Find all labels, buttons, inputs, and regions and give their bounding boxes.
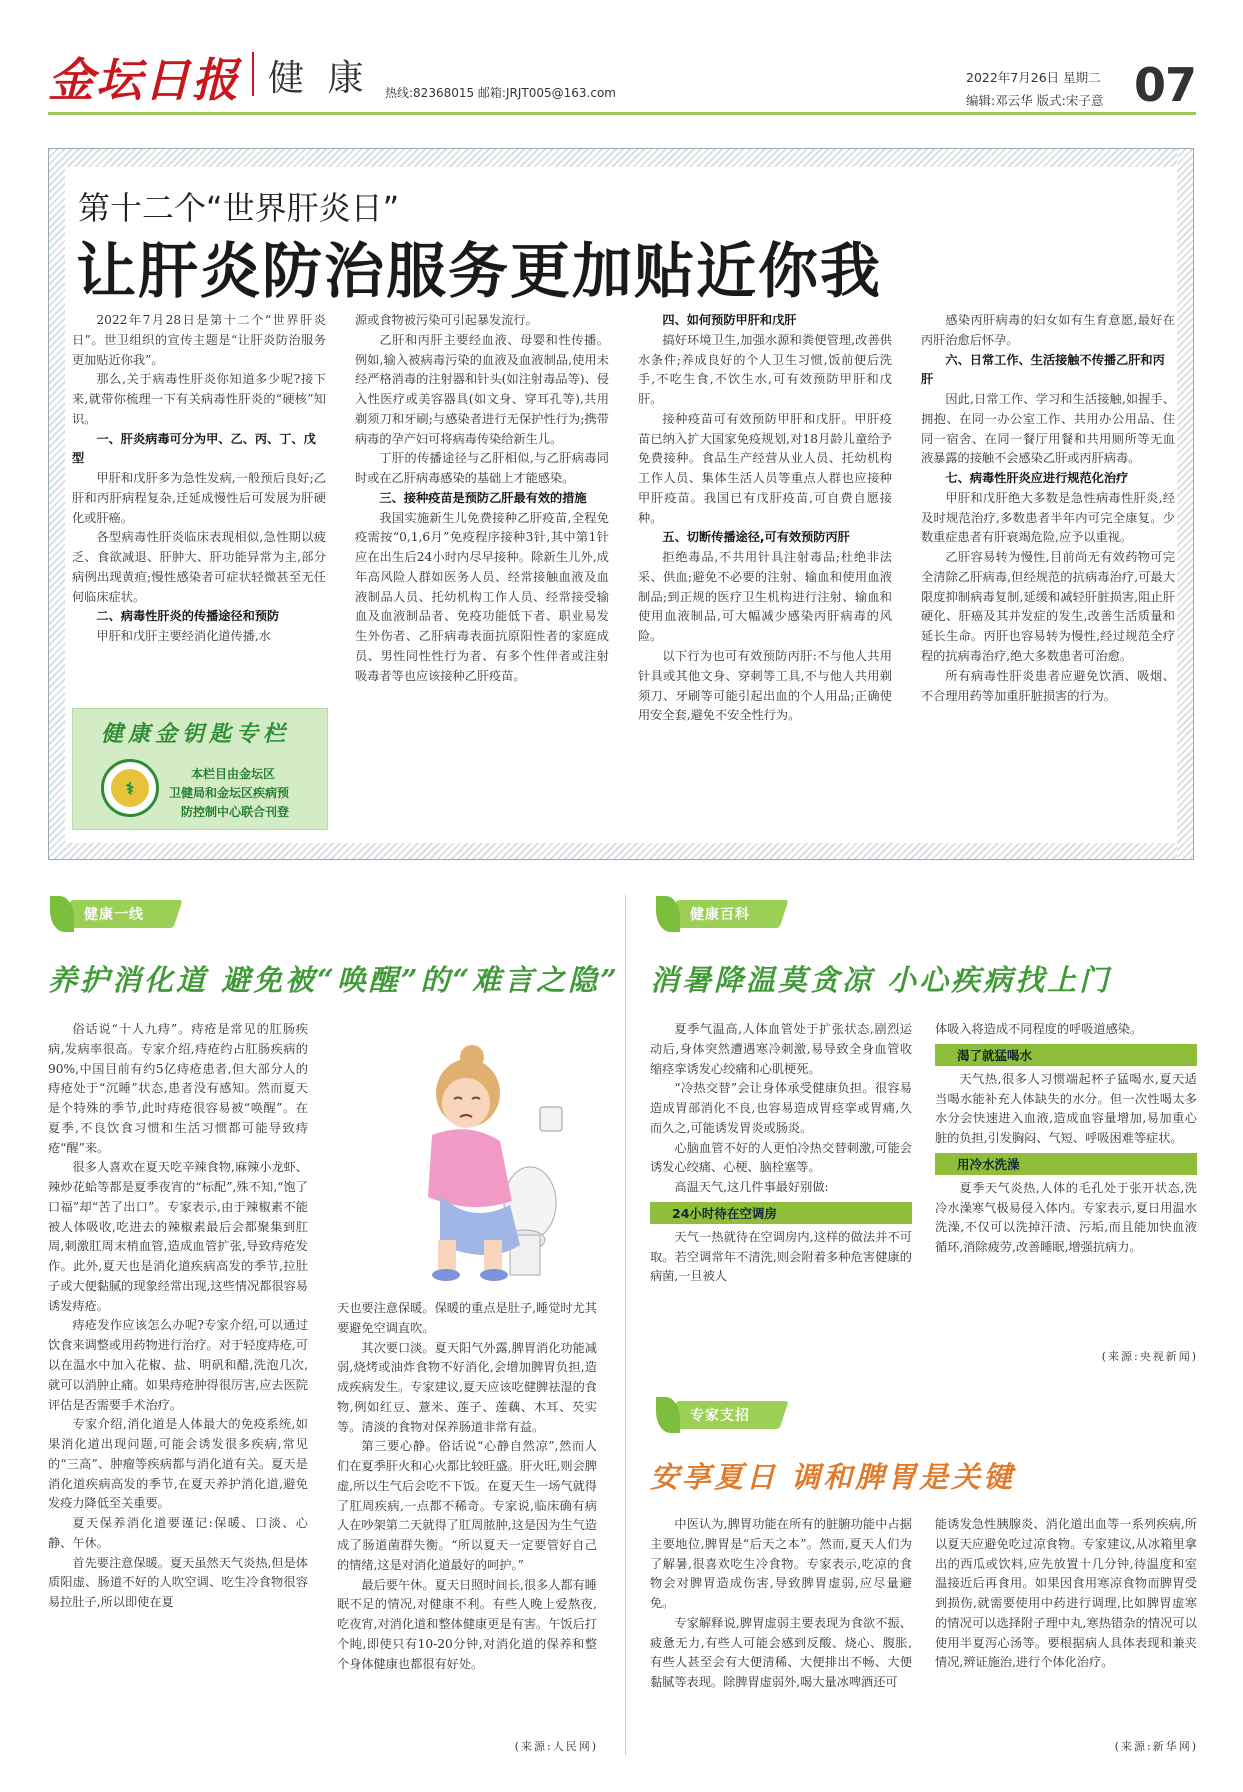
source-left: (来源:人民网): [514, 1740, 598, 1753]
paragraph: 以下行为也可有效预防丙肝:不与他人共用针具或其他文身、穿刺等工具,不与他人共用剃须刀、牙刷等可能引起出血的个人用品;正确使用安全套,避免不安全性行为。: [638, 649, 892, 723]
badge-line-3: 防控制中心联合刊登: [181, 805, 290, 819]
paragraph: 中医认为,脾胃功能在所有的脏腑功能中占据主要地位,脾胃是“后天之本”。然而,夏天人们为了解暑,很喜欢吃生冷食物。专家表示,吃凉的食物会对脾胃造成伤害,导致脾胃虚弱,应尽量避免。: [650, 1517, 912, 1611]
newspaper-logo: 金坛日报: [48, 53, 240, 107]
paragraph: 甲肝和戊肝多为急性发病,一般预后良好;乙肝和丙肝病程复杂,迁延成慢性后可发展为肝硬化或肝癌。: [72, 471, 326, 525]
paragraph: 专家解释说,脾胃虚弱主要表现为食欲不振、疲惫无力,有些人可能会感到反酸、烧心、腹胀,有些人甚至会有大便清稀、大便排出不畅、大便黏腻等表现。除脾胃虚弱外,喝大量冰啤酒还可: [650, 1615, 912, 1690]
expert-headline: 安享夏日 调和脾胃是关键: [650, 1460, 1016, 1494]
paragraph: 天也要注意保暖。保暖的重点是肚子,睡觉时尤其要避免空调直吹。: [337, 1301, 597, 1335]
illustration-toilet-girl: [380, 1035, 594, 1285]
column-badge: [72, 708, 328, 830]
masthead: [0, 0, 1243, 110]
editors-line: 编辑:邓云华 版式:宋子意: [966, 93, 1104, 108]
badge-title: 健康金钥匙专栏: [101, 721, 291, 747]
right-col-2: [935, 1020, 1197, 1258]
paragraph: 2022年7月28日是第十二个“世界肝炎日”。世卫组织的宣传主题是“让肝炎防治服务更加贴近你我”。: [72, 313, 326, 367]
paragraph: 丁肝的传播途径与乙肝相似,与乙肝病毒同时或在乙肝病毒感染的基础上才能感染。: [355, 451, 609, 486]
paragraph: 甲肝和戊肝绝大多数是急性病毒性肝炎,经及时规范治疗,多数患者半年内可完全康复。少数重症患者有肝衰竭危险,应予以重视。: [921, 490, 1175, 545]
paragraph: 夏季气温高,人体血管处于扩张状态,剧烈运动后,身体突然遭遇寒冷刺激,易导致全身血管收缩痉挛诱发心绞痛和心肌梗死。: [650, 1022, 912, 1076]
paragraph: “冷热交替”会让身体承受健康负担。很容易造成胃部消化不良,也容易造成胃痉挛或胃痛,久而久之,可能诱发胃炎或肠炎。: [650, 1081, 912, 1135]
left-col-1: [48, 1020, 308, 1613]
subheading: 二、病毒性肝炎的传播途径和预防: [96, 609, 280, 624]
paragraph: 甲肝和戊肝主要经消化道传播,水: [96, 629, 271, 644]
feature-col-2: [355, 311, 609, 687]
feature-col-3: [638, 311, 892, 726]
paragraph: 其次要口淡。夏天阳气外露,脾胃消化功能减弱,烧烤或油炸食物不好消化,会增加脾胃负担,造成疾病发生。专家建议,夏天应该吃健脾祛湿的食物,例如红豆、薏米、莲子、莲藕、木耳、芡实等。清淡的食物对保养肠道非常有益。: [337, 1340, 597, 1434]
paragraph: 高温天气,这几件事最好别做:: [674, 1180, 829, 1195]
green-subheading: 渴了就猛喝水: [935, 1044, 1197, 1066]
subheading: 一、肝炎病毒可分为甲、乙、丙、丁、戊型: [72, 431, 316, 466]
contact-line: 热线:82368015 邮箱:JRJT005@163.com: [385, 86, 616, 100]
paragraph: 拒绝毒品,不共用针具注射毒品;杜绝非法采、供血;避免不必要的注射、输血和使用血液制品;到正规的医疗卫生机构进行注射、输血和使用血液制品,可大幅减少感染丙肝病毒的风险。: [638, 550, 892, 644]
left-col-2-head: [337, 1282, 338, 1283]
paragraph: 首先要注意保暖。夏天虽然天气炎热,但是体质阳虚、肠道不好的人吹空调、吃生冷食物很容易拉肚子,所以即使在夏: [48, 1555, 308, 1610]
green-subheading: 用冷水洗澡: [935, 1153, 1197, 1175]
expert-col-1: [650, 1515, 912, 1693]
paragraph: 心脑血管不好的人更怕冷热交替刺激,可能会诱发心绞痛、心梗、脑栓塞等。: [650, 1140, 912, 1175]
tag-health-encyclopedia: 健康百科: [690, 907, 750, 923]
paragraph: 很多人喜欢在夏天吃辛辣食物,麻辣小龙虾、辣炒花蛤等都是夏季夜宵的“标配”,殊不知,“饱了口福”却“苦了出口”。专家表示,由于辣椒素不能被人体吸收,吃进去的辣椒素最后会都聚集到肛周,刺激肛周末梢血管,造成血管扩张,导致痔疮发作。此外,夏天也是消化道疾病高发的季节,拉肚子或大便黏腻的现象经常出现,这些情况都很容易诱发痔疮。: [48, 1160, 308, 1313]
feature-col-1: [72, 311, 326, 647]
feature-headline: 让肝炎防治服务更加贴近你我: [76, 237, 882, 307]
paragraph: 天气一热就待在空调房内,这样的做法并不可取。若空调常年不清洗,则会附着多种危害健康的病菌,一旦被人: [650, 1229, 912, 1284]
frame-hatch-bottom: [49, 843, 1193, 859]
source-expert: (来源:新华网): [1114, 1740, 1198, 1753]
left-headline: 养护消化道 避免被“唤醒”的“难言之隐”: [48, 963, 620, 997]
right-headline: 消暑降温莫贪凉 小心疾病找上门: [650, 963, 1112, 997]
masthead-divider: [252, 52, 254, 96]
paragraph: 乙肝和丙肝主要经血液、母婴和性传播。例如,输入被病毒污染的血液及血液制品,使用未经严格消毒的注射器和针头(如注射毒品等)、侵入性医疗或美容器具(如文身、穿耳孔等),共用剃须刀和牙刷;与感染者进行无保护性行为;携带病毒的孕产妇可将病毒传染给新生儿。: [355, 332, 609, 446]
feature-col-4: [921, 311, 1175, 706]
expert-col-2: [935, 1515, 1197, 1673]
badge-line-1: 本栏目由金坛区: [191, 767, 276, 781]
subheading: 七、病毒性肝炎应进行规范化治疗: [945, 471, 1129, 486]
frame-hatch-right: [1177, 149, 1193, 859]
subheading: 五、切断传播途径,可有效预防丙肝: [662, 530, 850, 545]
paragraph: 源或食物被污染可引起暴发流行。: [355, 313, 538, 327]
paragraph: 夏天保养消化道要谨记:保暖、口淡、心静、午休。: [48, 1516, 308, 1550]
paragraph: 夏季天气炎热,人体的毛孔处于张开状态,洗冷水澡寒气极易侵入体内。专家表示,夏日用温水洗澡,不仅可以洗掉汗渍、污垢,而且能加快血液循环,消除疲劳,改善睡眠,增强抗病力。: [935, 1180, 1197, 1255]
paragraph: 那么,关于病毒性肝炎你知道多少呢?接下来,就带你梳理一下有关病毒性肝炎的“硬核”知识。: [72, 372, 326, 426]
paragraph: 天气热,很多人习惯端起杯子猛喝水,夏天适当喝水能补充人体缺失的水分。但一次性喝太多水分会快速进入血液,造成血容量增加,易加重心脏的负担,引发胸闷、气短、呼吸困难等症状。: [935, 1071, 1197, 1146]
tag-expert-tips: 专家支招: [690, 1408, 750, 1424]
page-number: 07: [1134, 58, 1197, 112]
paragraph: 第三要心静。俗话说“心静自然凉”,然而人们在夏季肝火和心火都比较旺盛。肝火旺,则会脾虚,所以生气后会吃不下饭。在夏天生一场气就得了肛周疾病,一点都不稀奇。专家说,临床确有病人在吵架第二天就得了肛周脓肿,这是因为生气造成了肠道菌群失衡。“所以夏天一定要管好自己的情绪,这是对消化道最好的呵护。”: [337, 1439, 597, 1572]
caduceus-icon: ⚕: [111, 769, 149, 807]
feature-kicker: 第十二个“世界肝炎日”: [78, 189, 400, 227]
subheading: 四、如何预防甲肝和戊肝: [662, 313, 797, 327]
subheading: 六、日常工作、生活接触不传播乙肝和丙肝: [921, 352, 1165, 387]
paragraph: 专家介绍,消化道是人体最大的免疫系统,如果消化道出现问题,可能会诱发很多疾病,常见的“三高”、肿瘤等疾病都与消化道有关。夏天是消化道疾病高发的季节,在夏天养护消化道,避免发疫力降低至关重要。: [48, 1417, 308, 1511]
subheading: 三、接种疫苗是预防乙肝最有效的措施: [379, 490, 587, 505]
paragraph: 我国实施新生儿免费接种乙肝疫苗,全程免疫需按“0,1,6月”免疫程序接种3针,其中第1针应在出生后24小时内尽早接种。除新生儿外,成年高风险人群如医务人员、经常接触血液及血液制品人员、托幼机构工作人员、经常接受输血及血液制品者、免疫功能低下者、职业易发生外伤者、乙肝病毒表面抗原阳性者的家庭成员、男性同性性行为者、有多个性伴者或注射吸毒者等也应该接种乙肝疫苗。: [355, 510, 609, 683]
frame-hatch-left: [49, 149, 65, 859]
badge-seal: [101, 759, 159, 817]
source-right: (来源:央视新闻): [1101, 1350, 1198, 1363]
paragraph: 痔疮发作应该怎么办呢?专家介绍,可以通过饮食来调整或用药物进行治疗。对于轻度痔疮,可以在温水中加入花椒、盐、明矾和醋,洗泡几次,就可以消肿止痛。如果痔疮肿得很厉害,应去医院评估是否需要手术治疗。: [48, 1318, 308, 1412]
vertical-divider: [625, 895, 626, 1755]
green-subheading: 24小时待在空调房: [650, 1202, 912, 1224]
paragraph: 各型病毒性肝炎临床表现相似,急性期以疲乏、食欲减退、肝肿大、肝功能异常为主,部分病例出现黄疸;慢性感染者可症状轻微甚至无任何临床症状。: [72, 530, 326, 604]
paragraph: 感染丙肝病毒的妇女如有生育意愿,最好在丙肝治愈后怀孕。: [921, 313, 1175, 347]
paragraph: 能诱发急性胰腺炎、消化道出血等一系列疾病,所以夏天应避免吃过凉食物。专家建议,从冰箱里拿出的西瓜或饮料,应先放置十几分钟,待温度和室温接近后再食用。如果因食用寒凉食物而脾胃受到损伤,就需要使用中药进行调理,比如脾胃虚寒的情况可以选择附子理中丸,寒热错杂的情况可以使用半夏泻心汤等。要根据病人具体表现和兼夹情况,辨证施治,进行个体化治疗。: [935, 1517, 1197, 1670]
tag-health-frontline: 健康一线: [84, 907, 144, 923]
issue-date: 2022年7月26日 星期二: [966, 70, 1101, 85]
right-col-1: [650, 1020, 912, 1287]
paragraph: 最后要午休。夏天日照时间长,很多人都有睡眠不足的情况,对健康不利。有些人晚上爱熬夜,吃夜宵,对消化道和整体健康更是有害。午饭后打个盹,即使只有10-20分钟,对消化道的保养和整个身体健康也都很有好处。: [337, 1577, 597, 1671]
left-col-2: [337, 1299, 597, 1675]
paragraph: 俗话说“十人九痔”。痔疮是常见的肛肠疾病,发病率很高。专家介绍,痔疮约占肛肠疾病的90%,中国目前有约5亿痔疮患者,但大部分人的痔疮处于“沉睡”状态,患者没有感知。然而夏天是个特殊的季节,此时痔疮很容易被“唤醒”。在夏季,不良饮食习惯和生活习惯都可能导致痔疮“醒”来。: [48, 1022, 308, 1155]
paragraph: 接种疫苗可有效预防甲肝和戊肝。甲肝疫苗已纳入扩大国家免疫规划,对18月龄儿童给予免费接种。食品生产经营从业人员、托幼机构工作人员、集体生活人员等重点人群也应接种甲肝疫苗。我国已有戊肝疫苗,可自费自愿接种。: [638, 411, 892, 525]
masthead-rule: [48, 112, 1196, 115]
frame-hatch-top: [49, 149, 1193, 167]
paragraph: 乙肝容易转为慢性,目前尚无有效药物可完全清除乙肝病毒,但经规范的抗病毒治疗,可最大限度抑制病毒复制,延缓和减轻肝脏损害,阻止肝硬化、肝癌及其并发症的发生,改善生活质量和延长生命。丙肝也容易转为慢性,经过规范全疗程的抗病毒治疗,绝大多数患者可治愈。: [921, 550, 1175, 664]
paragraph: 体吸入将造成不同程度的呼吸道感染。: [935, 1022, 1143, 1036]
badge-line-2: 卫健局和金坛区疾病预: [169, 786, 290, 800]
paragraph: 因此,日常工作、学习和生活接触,如握手、拥抱、在同一办公室工作、共用办公用品、住同一宿舍、在同一餐厅用餐和共用厕所等无血液暴露的接触不会感染乙肝或丙肝病毒。: [921, 392, 1175, 466]
paragraph: 搞好环境卫生,加强水源和粪便管理,改善供水条件;养成良好的个人卫生习惯,饭前便后洗手,不吃生食,不饮生水,可有效预防甲肝和戊肝。: [638, 332, 892, 407]
paragraph: 所有病毒性肝炎患者应避免饮酒、吸烟、不合理用药等加重肝脏损害的行为。: [921, 668, 1175, 703]
section-name: 健 康: [268, 58, 370, 99]
